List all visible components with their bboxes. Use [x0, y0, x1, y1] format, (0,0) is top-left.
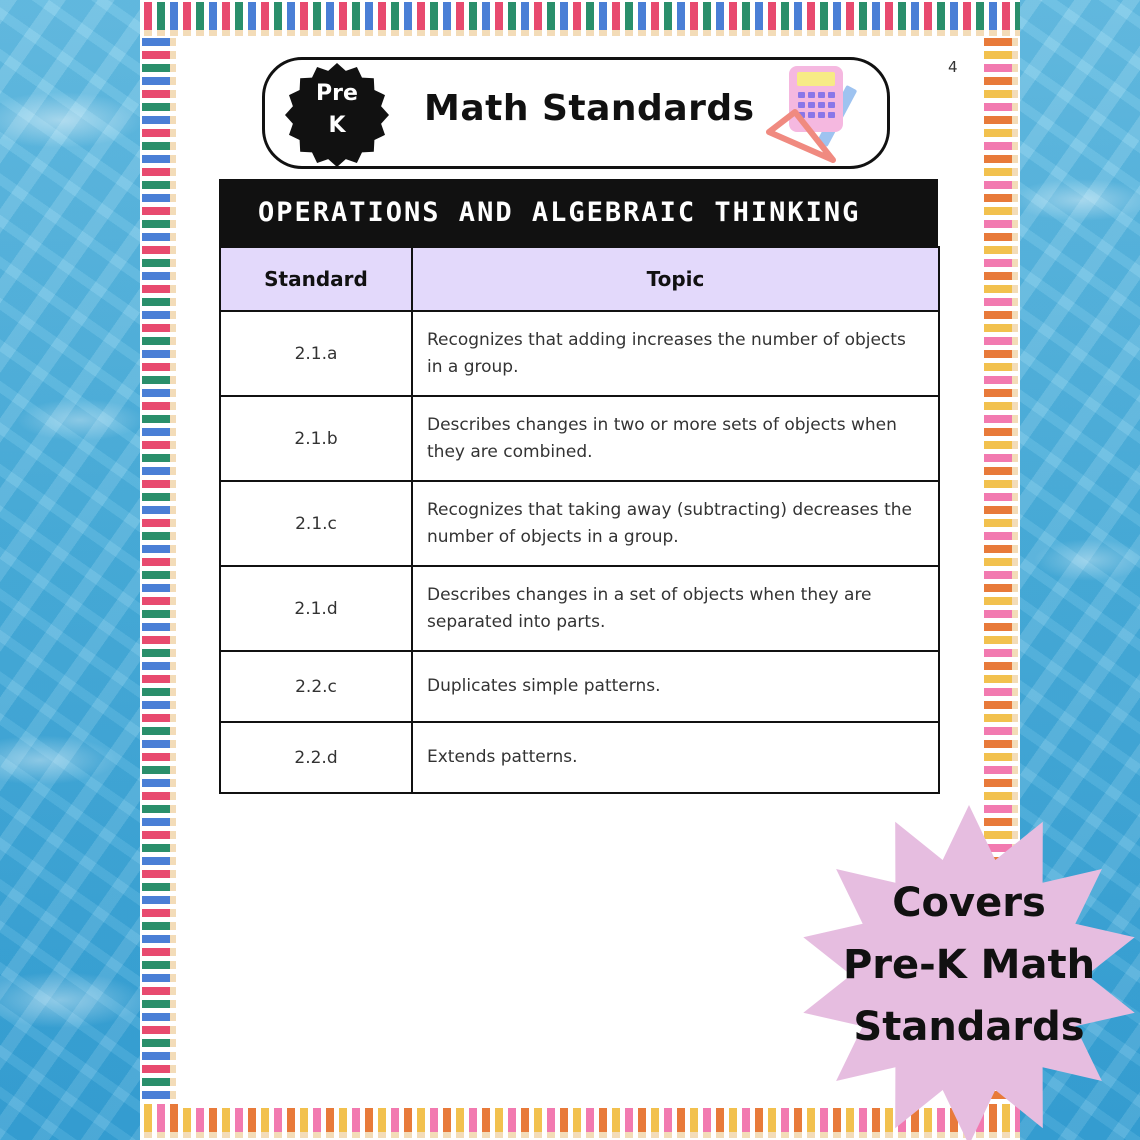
standard-code: 2.1.a — [220, 311, 412, 396]
standard-topic: Recognizes that taking away (subtracting) decreases the number of objects in a group. — [412, 481, 939, 566]
page-title: Math Standards — [424, 88, 755, 129]
badge-line-2: K — [328, 113, 346, 138]
standard-topic: Extends patterns. — [412, 722, 939, 793]
prek-badge-label — [284, 78, 390, 142]
standard-topic: Recognizes that adding increases the number of objects in a group. — [412, 311, 939, 396]
calculator-icon — [765, 62, 875, 167]
standard-topic: Describes changes in two or more sets of objects when they are combined. — [412, 396, 939, 481]
table-row — [220, 481, 939, 566]
standard-code: 2.1.b — [220, 396, 412, 481]
standard-code: 2.1.c — [220, 481, 412, 566]
standards-table — [219, 246, 940, 794]
column-header-standard: Standard — [220, 247, 412, 311]
table-row — [220, 651, 939, 722]
standard-code: 2.2.d — [220, 722, 412, 793]
table-row — [220, 722, 939, 793]
table-row — [220, 396, 939, 481]
badge-line-1: Pre — [316, 81, 358, 106]
page-number: 4 — [948, 58, 958, 76]
promo-line-1: Covers — [892, 880, 1046, 926]
standard-code: 2.1.d — [220, 566, 412, 651]
promo-text — [812, 872, 1126, 1058]
standard-topic: Describes changes in a set of objects when they are separated into parts. — [412, 566, 939, 651]
table-header-row — [220, 247, 939, 311]
standard-code: 2.2.c — [220, 651, 412, 722]
promo-line-2: Pre-K Math — [842, 942, 1096, 988]
promo-line-3: Standards — [853, 1004, 1085, 1050]
column-header-topic: Topic — [412, 247, 939, 311]
standard-topic: Duplicates simple patterns. — [412, 651, 939, 722]
table-row — [220, 311, 939, 396]
table-row — [220, 566, 939, 651]
section-title-banner: OPERATIONS AND ALGEBRAIC THINKING — [219, 179, 938, 246]
